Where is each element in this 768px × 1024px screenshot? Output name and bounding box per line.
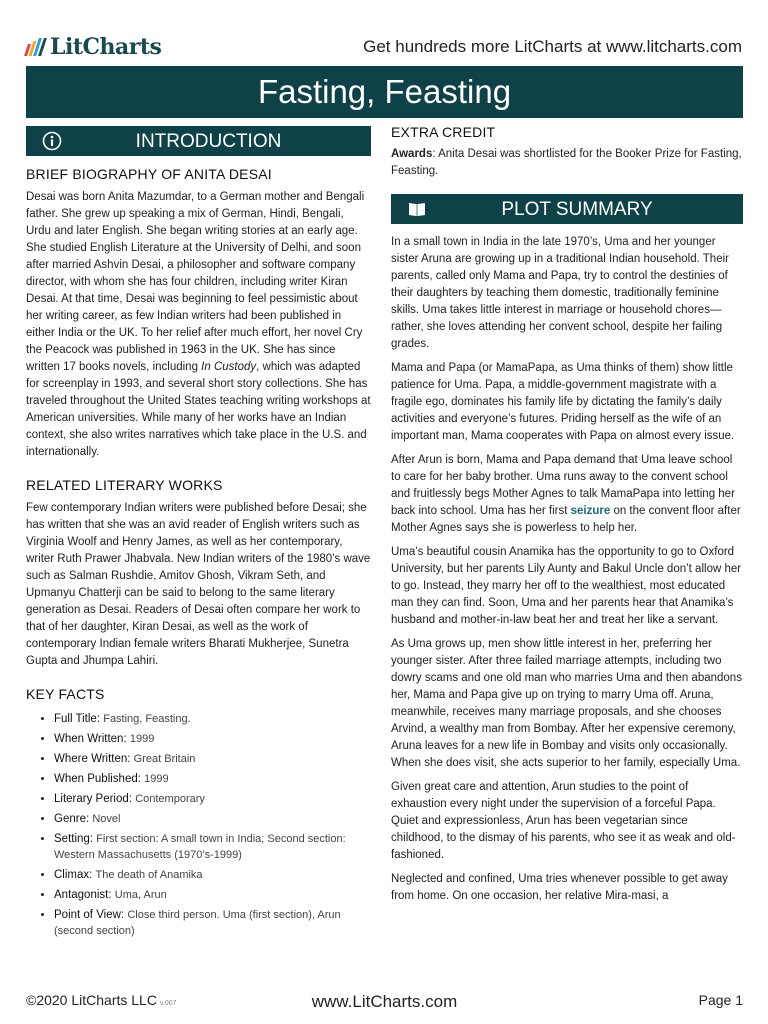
page-header [0, 0, 768, 64]
key-fact-item: • When Published: 1999 [54, 771, 371, 787]
key-facts-list [26, 711, 371, 939]
introduction-header [26, 126, 371, 156]
plot-summary-header [391, 194, 743, 224]
plot-paragraph: Neglected and confined, Uma tries whenever possible to get away from home. On one occasion, her relative Mira-masi, a [391, 873, 728, 902]
logo-bars-icon [26, 38, 44, 56]
footer-copyright: ©2020 LitCharts LLC v.007 [26, 992, 177, 1008]
biography-text: Desai was born Anita Mazumdar, to a German mother and Bengali father. She grew up speaking a mix of German, Hindi, Bengali, Urdu and later English. She began writing stories at an early age. She studied English Literature at the University of Delhi, and soon after married Ashvin Desai, a philosopher and software company director, with whom she has four children, including writer Kiran Desai. At that time, Desai was beginning to feel pessimistic about her writing career, as few Indian writers had been published in either India or the UK. To her relief after much effort, her novel Cry the Peacock was published in 1963 in the UK. She has since written 17 books novels, including In Custody, which was adapted for screenplay in 1993, and several short story collections. She has traveled throughout the United States teaching writing workshops at American universities. While many of her works have an Indian context, she also writes narratives which take place in the U.S. and internationally. [26, 191, 371, 458]
book-icon [407, 199, 427, 219]
logo-text: LitCharts [50, 34, 162, 60]
footer-site-link[interactable]: www.LitCharts.com [311, 992, 458, 1011]
key-fact-item: • Full Title: Fasting, Feasting. [54, 711, 371, 727]
info-icon [42, 131, 62, 151]
key-fact-item: • Setting: First section: A small town in India; Second section: Western Massachusetts (1970’s-1999) [54, 831, 371, 863]
related-works-text: Few contemporary Indian writers were published before Desai; she has written that she was an avid reader of English writers such as Virginia Woolf and Henry James, as well as her contemporary, writer Ruth Prawer Jhabvala. New Indian writers of the 1980’s wave such as Salman Rushdie, Amitov Ghosh, Vikram Seth, and Upmanyu Chatterji can be said to belong to the same literary generation as Desai. Readers of Desai often compare her work to that of her daughter, Kiran Desai, as well as the work of contemporary Indian female writers Bharati Mukherjee, Sunetra Gupta and Jhumpa Lahiri. [26, 502, 371, 667]
key-fact-item: • Point of View: Close third person. Uma (first section), Arun (second section) [54, 907, 371, 939]
litcharts-logo[interactable] [26, 34, 161, 60]
key-fact-item: • Climax: The death of Anamika [54, 867, 371, 883]
key-fact-item: • Genre: Novel [54, 811, 371, 827]
document-title: Fasting, Feasting [26, 66, 743, 118]
extra-credit-text: Awards: Anita Desai was shortlisted for the Booker Prize for Fasting, Feasting. [391, 148, 742, 177]
key-facts-heading: KEY FACTS [26, 686, 105, 702]
left-column [26, 122, 371, 943]
key-fact-item: • Where Written: Great Britain [54, 751, 371, 767]
plot-paragraph: Mama and Papa (or MamaPapa, as Uma thinks of them) show little patience for Uma. Papa, a middle-government magistrate with a fragile ego, dominates his family life by dictating the family’s daily activities and everyone’s futures. Priding herself as the wife of an important man, Mama cooperates with Papa on almost every issue. [391, 362, 735, 442]
key-fact-item: • Antagonist: Uma, Arun [54, 887, 371, 903]
version-label: v.007 [159, 1000, 177, 1007]
extra-credit-heading: EXTRA CREDIT [391, 124, 496, 140]
in-custody-title: In Custody [201, 361, 257, 373]
awards-label: Awards [391, 148, 433, 160]
key-fact-item: • Literary Period: Contemporary [54, 791, 371, 807]
plot-summary-text [391, 234, 743, 905]
header-tagline[interactable]: Get hundreds more LitCharts at www.litcharts.com [363, 37, 742, 56]
seizure-link[interactable]: seizure [570, 505, 611, 517]
related-works-heading: RELATED LITERARY WORKS [26, 477, 223, 493]
plot-paragraph: Uma’s beautiful cousin Anamika has the opportunity to go to Oxford University, but her parents Lily Aunty and Bakul Uncle don’t allow her to go. Instead, they marry her off to the wealthiest, most educated man they can find. Soon, Uma and her parents hear that Anamika’s husband and mother-in-law beat her and treat her like a servant. [391, 546, 742, 626]
biography-heading: BRIEF BIOGRAPHY OF ANITA DESAI [26, 166, 272, 182]
page-number: Page 1 [698, 992, 743, 1008]
key-fact-item: • When Written: 1999 [54, 731, 371, 747]
page-footer [26, 992, 743, 1012]
plot-summary-label: PLOT SUMMARY [501, 198, 653, 220]
plot-paragraph: After Arun is born, Mama and Papa demand that Uma leave school to care for her baby brother. Uma runs away to the convent school and fruitlessly begs Mother Agnes to talk MamaPapa into letting her back into school. Uma has her first seizure on the convent floor after Mother Agnes says she is powerless to help her. [391, 454, 741, 534]
introduction-label: INTRODUCTION [135, 130, 282, 152]
plot-paragraph: In a small town in India in the late 1970’s, Uma and her younger sister Aruna are growing up in a traditional Indian household. Their parents, called only Mama and Papa, try to control the destinies of their daughters by teaching them domestic, traditionally feminine skills. Uma takes little interest in marriage or household chores—rather, she loves attending her convent school, despite her failing grades. [391, 236, 729, 350]
plot-paragraph: Given great care and attention, Arun studies to the point of exhaustion every night under the supervision of a forceful Papa. Quiet and expressionless, Arun has been vegetarian since childhood, to the dismay of his parents, who see it as weak and old-fashioned. [391, 781, 736, 861]
plot-paragraph: As Uma grows up, men show little interest in her, preferring her younger sister. After three failed marriage attempts, including two dowry scams and one old man who marries Uma and then abandons her, Mama and Papa give up on trying to marry Uma off. Aruna, meanwhile, receives many marriage proposals, and she chooses Arvind, a wealthy man from Bombay. After her expensive ceremony, Aruna leaves for a new life in Bombay and visits only occasionally. When she does visit, she acts superior to her family, especially Uma. [391, 638, 742, 769]
right-column [391, 122, 743, 912]
